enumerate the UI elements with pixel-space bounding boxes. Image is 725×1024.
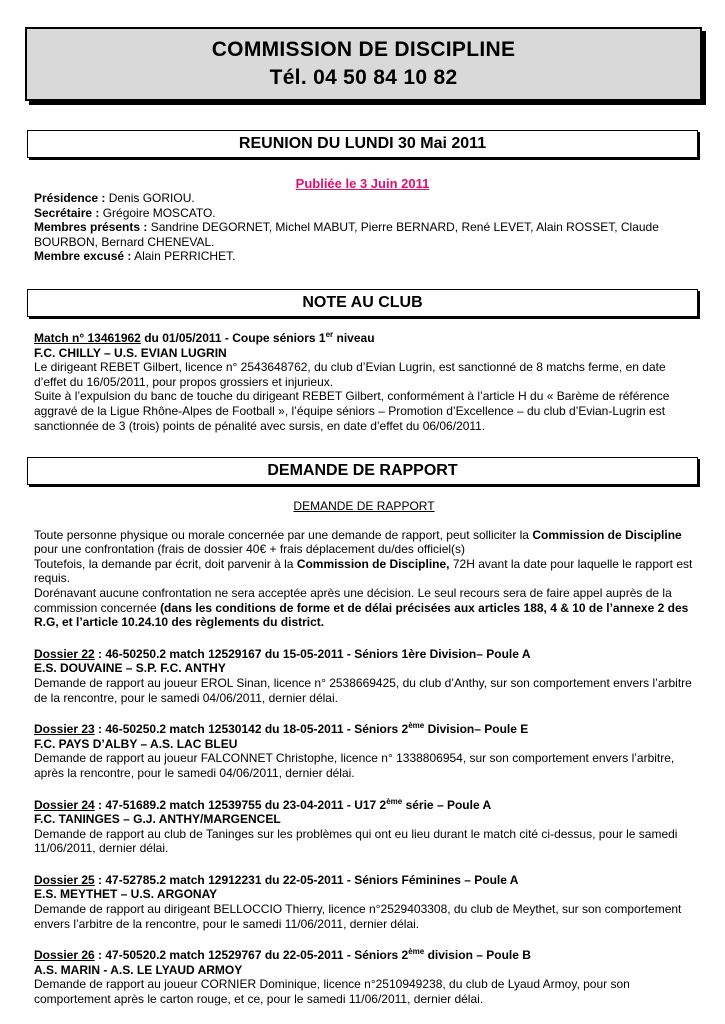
excuse-value: Alain PERRICHET.	[131, 249, 236, 264]
dossier-teams	[34, 661, 694, 676]
dossier-tail: division – Poule B	[424, 948, 531, 963]
dossier-sup: ème	[408, 721, 425, 731]
match-teams-text: F.C. CHILLY – U.S. EVIAN LUGRIN	[34, 345, 227, 360]
dossier-head: : 46-50250.2 match 12529167 du 15-05-2011 - Séniors 1ère Division– Poule A	[94, 646, 531, 661]
section-title-note: NOTE AU CLUB	[27, 289, 698, 317]
dossier-teams	[34, 812, 694, 827]
rapport-intro-3	[34, 586, 694, 630]
membres-label: Membres présents :	[34, 220, 148, 235]
dossier-head: : 47-51689.2 match 12539755 du 23-04-2011 - U17 2	[94, 797, 387, 812]
dossier-header	[34, 647, 694, 662]
intro2-bold: Commission de Discipline,	[296, 556, 450, 571]
rapport-intro-1	[34, 528, 694, 557]
dossier-teams	[34, 737, 694, 752]
match-sup: er	[325, 330, 334, 339]
dossier-teams-text: F.C. PAYS D’ALBY – A.S. LAC BLEU	[34, 736, 238, 751]
header-box	[25, 27, 702, 101]
excuse-line	[34, 249, 694, 264]
dossier-header	[34, 873, 694, 888]
secretaire-value: Grégoire MOSCATO.	[99, 205, 216, 220]
dossier-header	[34, 722, 694, 737]
dossier-tail: Division– Poule E	[424, 722, 529, 737]
dossier-item	[34, 647, 694, 705]
phone-number: Tél. 04 50 84 10 82	[269, 66, 458, 89]
match-end: niveau	[333, 331, 375, 345]
rapport-intro-2	[34, 557, 694, 586]
dossier-body: Demande de rapport au dirigeant BELLOCCIO Thierry, licence n°2529403308, du club de Meythet, sur son comportement envers l’arbitre de la rencontre, pour le samedi 11/06/2011, dernier délai.	[34, 902, 682, 931]
rapport-subtitle: DEMANDE DE RAPPORT	[293, 499, 435, 513]
dossier-body: Demande de rapport au club de Taninges sur les problèmes qui ont eu lieu durant le match cité ci-dessus, pour le samedi 11/06/2011, dernier délai.	[34, 826, 678, 856]
secretaire-label: Secrétaire :	[34, 205, 100, 220]
dossier-ref: Dossier 23	[34, 722, 95, 737]
note-paragraph-2: Suite à l’expulsion du banc de touche du dirigeant REBET Gilbert, conformément à l’article H du « Barème de référence aggravé de la Ligue Rhône-Alpes de Football », l’équipe séniors – Promotion d’Excellence – du club d’Evian-Lugrin est sanctionnée de 3 (trois) points de pénalité avec sursis, en date d’effet du 06/06/2011.	[34, 389, 670, 433]
dossier-teams	[34, 887, 694, 902]
dossier-item	[34, 948, 694, 1006]
section-title-rapport: DEMANDE DE RAPPORT	[27, 457, 698, 485]
page-title: COMMISSION DE DISCIPLINE	[211, 38, 516, 61]
excuse-label: Membre excusé :	[34, 249, 132, 264]
presidence-label: Présidence :	[34, 191, 106, 205]
membres-line	[34, 220, 694, 249]
dossier-head: : 47-50520.2 match 12529767 du 22-05-2011 - Séniors 2	[94, 948, 409, 963]
note-block	[34, 331, 694, 433]
presidence-value: Denis GORIOU.	[105, 191, 195, 205]
dossier-teams	[34, 963, 694, 978]
match-desc: du 01/05/2011 - Coupe séniors 1	[140, 331, 326, 345]
attendance-block	[34, 191, 694, 264]
dossier-list	[34, 647, 694, 1007]
dossier-item	[34, 798, 694, 856]
intro3-bold: (dans les conditions de forme et de délai précisées aux articles 188, 4 & 10 de l’annexe 2 des R.G, et l’article 10.24.10 des règlements du district.	[34, 600, 689, 630]
dossier-head: : 47-52785.2 match 12912231 du 22-05-2011 - Séniors Féminines – Poule A	[94, 872, 519, 887]
intro3-text: Dorénavant aucune confrontation ne sera acceptée après une décision. Le seul recours sera de faire appel auprès de la commission concernée	[34, 585, 672, 615]
dossier-ref: Dossier 26	[34, 948, 95, 963]
intro2-text: Toutefois, la demande par écrit, doit parvenir à la	[34, 556, 297, 571]
dossier-header	[34, 948, 694, 963]
dossier-teams-text: E.S. DOUVAINE – S.P. F.C. ANTHY	[34, 661, 226, 676]
dossier-body: Demande de rapport au joueur CORNIER Dominique, licence n°2510949238, du club de Lyaud Armoy, pour son comportement après le carton rouge, et ce, pour le samedi 11/06/2011, dernier délai.	[34, 977, 630, 1007]
dossier-teams-text: E.S. MEYTHET – U.S. ARGONAY	[34, 887, 218, 902]
dossier-teams-text: F.C. TANINGES – G.J. ANTHY/MARGENCEL	[34, 812, 281, 827]
dossier-ref: Dossier 22	[34, 646, 95, 661]
presidence-line	[34, 191, 694, 206]
dossier-header	[34, 798, 694, 813]
dossier-item	[34, 722, 694, 780]
dossier-teams-text: A.S. MARIN - A.S. LE LYAUD ARMOY	[34, 962, 243, 977]
note-paragraph-1: Le dirigeant REBET Gilbert, licence n° 2543648762, du club d’Evian Lugrin, est sanctionné de 8 matchs ferme, en date d’effet du 16/05/2011, pour propos grossiers et injurieux.	[34, 360, 666, 389]
dossier-sup: ème	[386, 796, 403, 806]
dossier-tail: série – Poule A	[402, 797, 492, 812]
dossier-body: Demande de rapport au joueur FALCONNET Christophe, licence n° 1338806954, sur son comportement envers l’arbitre, après la rencontre, pour le samedi 04/06/2011, dernier délai.	[34, 751, 675, 780]
dossier-sup: ème	[408, 947, 425, 957]
intro1-bold: Commission de Discipline	[532, 527, 682, 542]
membres-value: Sandrine DEGORNET, Michel MABUT, Pierre BERNARD, René LEVET, Alain ROSSET, Claude BOURBON, Bernard CHENEVAL.	[34, 220, 659, 249]
section-title-reunion: REUNION DU LUNDI 30 Mai 2011	[27, 130, 698, 158]
secretaire-line	[34, 206, 694, 221]
intro1-text: Toute personne physique ou morale concernée par une demande de rapport, peut solliciter la	[34, 527, 533, 542]
dossier-ref: Dossier 24	[34, 797, 95, 812]
match-ref: Match n° 13461962	[34, 331, 141, 345]
dossier-item	[34, 873, 694, 931]
match-line	[34, 331, 694, 346]
intro2-end: 72H avant la date pour laquelle le rapport est requis.	[34, 556, 693, 586]
rapport-block	[34, 499, 694, 1007]
dossier-body: Demande de rapport au joueur EROL Sinan, licence n° 2538669425, du club d’Anthy, sur son comportement envers l’arbitre de la rencontre, pour le samedi 04/06/2011, dernier délai.	[34, 675, 692, 705]
intro1-end: pour une confrontation (frais de dossier 40€ + frais déplacement du/des officiel(s)	[34, 542, 466, 557]
dossier-head: : 46-50250.2 match 12530142 du 18-05-2011 - Séniors 2	[94, 722, 409, 737]
published-date: Publiée le 3 Juin 2011	[295, 176, 430, 191]
match-teams	[34, 346, 694, 361]
dossier-ref: Dossier 25	[34, 872, 95, 887]
